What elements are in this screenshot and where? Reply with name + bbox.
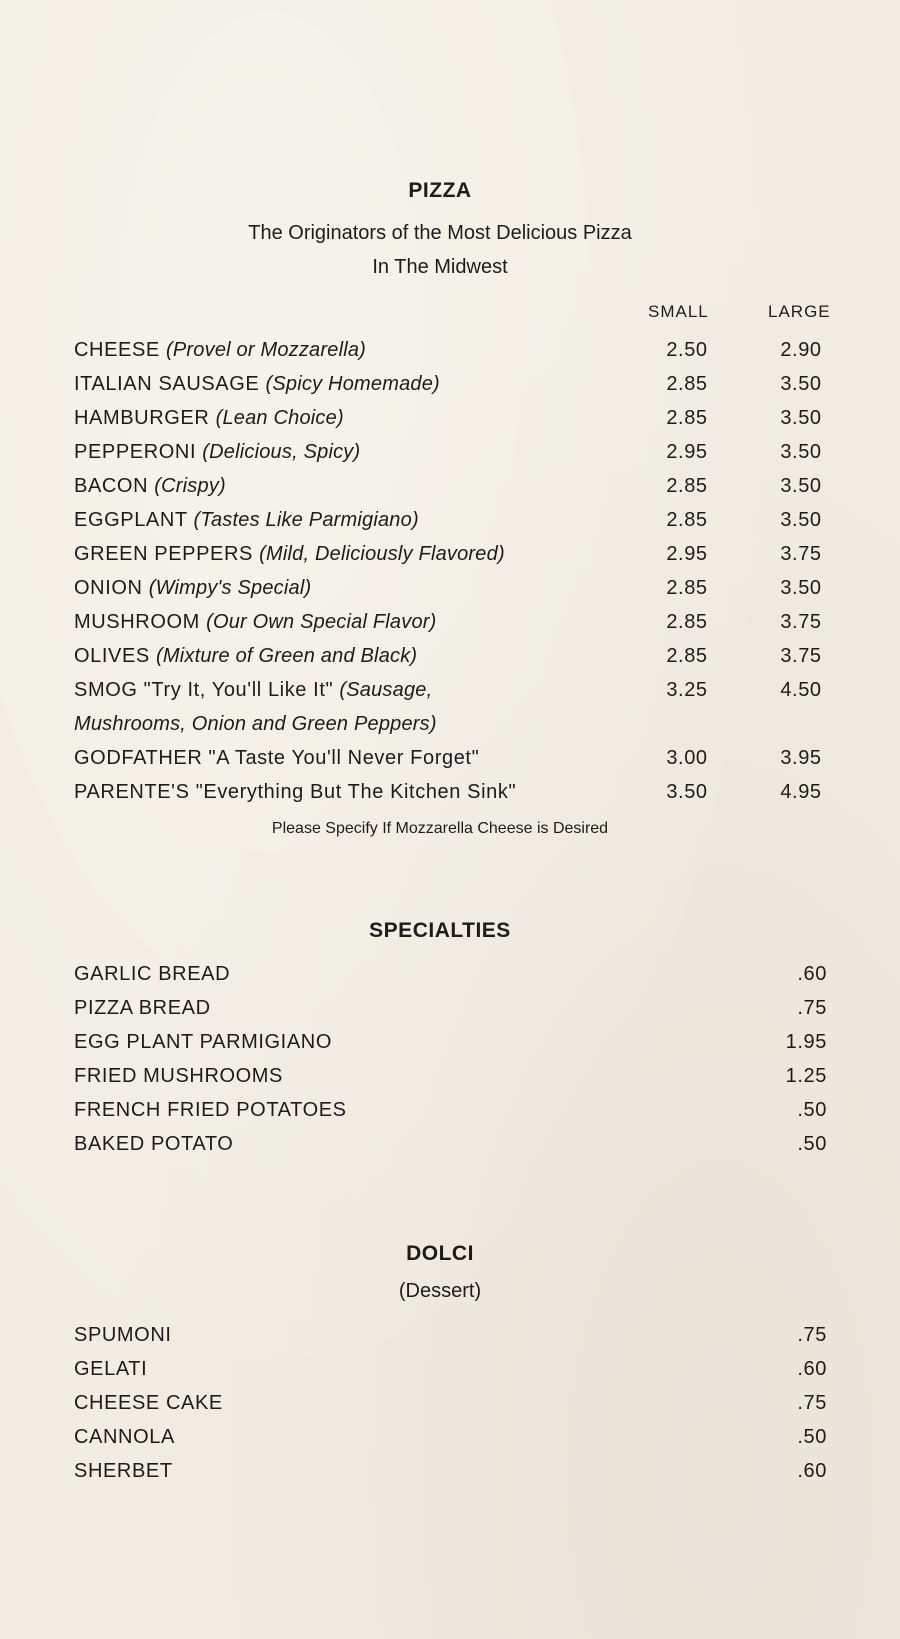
dessert-item (74, 1352, 844, 1386)
large-price: 2.90 (780, 339, 822, 361)
item-name: PIZZA BREAD (74, 997, 211, 1019)
specialty-item (74, 991, 844, 1025)
column-header-small: SMALL (648, 302, 709, 321)
small-price: 2.95 (666, 441, 708, 463)
item-price: 1.95 (785, 1031, 827, 1053)
specialty-item (74, 1093, 844, 1127)
large-price: 3.50 (780, 577, 822, 599)
item-price: .75 (797, 997, 827, 1019)
item-price: .50 (797, 1099, 827, 1121)
large-price: 4.50 (780, 679, 822, 701)
item-name: GARLIC BREAD (74, 963, 231, 985)
dessert-item (74, 1318, 844, 1352)
item-description: (Provel or Mozzarella) (166, 339, 367, 361)
item-price: 1.25 (785, 1065, 827, 1087)
item-name: SHERBET (74, 1460, 173, 1482)
pizza-item (74, 401, 844, 435)
specialty-item (74, 1127, 844, 1161)
item-name: PEPPERONI (74, 441, 197, 463)
item-price: .50 (797, 1426, 827, 1448)
pizza-tagline-line-2: In The Midwest (372, 256, 508, 278)
item-description: (Sausage, (339, 679, 433, 701)
mozzarella-note: Please Specify If Mozzarella Cheese is Desired (271, 820, 609, 837)
specialty-item (74, 1025, 844, 1059)
item-description: (Delicious, Spicy) (202, 441, 361, 463)
item-name: FRIED MUSHROOMS (74, 1065, 283, 1087)
item-price: .60 (797, 1460, 827, 1482)
column-header-large: LARGE (768, 302, 831, 321)
large-price: 3.50 (780, 441, 822, 463)
item-name: BACON (74, 475, 149, 497)
dessert-item (74, 1454, 844, 1488)
large-price: 3.50 (780, 407, 822, 429)
item-name: CHEESE CAKE (74, 1392, 223, 1414)
small-price: 3.25 (666, 679, 708, 701)
dolci-subtitle: (Dessert) (398, 1280, 482, 1302)
item-description: (Spicy Homemade) (265, 373, 440, 395)
dessert-item (74, 1420, 844, 1454)
item-name: SPUMONI (74, 1324, 172, 1346)
item-name: CANNOLA (74, 1426, 175, 1448)
small-price: 2.85 (666, 407, 708, 429)
large-price: 3.50 (780, 475, 822, 497)
large-price: 4.95 (780, 781, 822, 803)
item-name: ONION (74, 577, 143, 599)
pizza-item (74, 673, 844, 707)
item-price: .60 (797, 963, 827, 985)
item-name: PARENTE'S "Everything But The Kitchen Sink" (74, 781, 517, 803)
pizza-item (74, 333, 844, 367)
item-name: MUSHROOM (74, 611, 200, 633)
item-name: OLIVES (74, 645, 150, 667)
item-name: SMOG "Try It, You'll Like It" (74, 679, 334, 701)
large-price: 3.50 (780, 373, 822, 395)
pizza-item (74, 639, 844, 673)
pizza-item-continuation (74, 707, 844, 741)
small-price: 2.85 (666, 611, 708, 633)
item-name: HAMBURGER (74, 407, 210, 429)
item-description: (Our Own Special Flavor) (206, 611, 437, 633)
dessert-item (74, 1386, 844, 1420)
item-description: (Mild, Deliciously Flavored) (259, 543, 505, 565)
item-description: (Mixture of Green and Black) (156, 645, 418, 667)
pizza-item (74, 435, 844, 469)
item-price: .50 (797, 1133, 827, 1155)
pizza-tagline-line-1: The Originators of the Most Delicious Pizza (248, 222, 632, 244)
small-price: 2.85 (666, 475, 708, 497)
small-price: 3.00 (666, 747, 708, 769)
large-price: 3.95 (780, 747, 822, 769)
specialties-heading: SPECIALTIES (369, 919, 511, 942)
small-price: 2.85 (666, 509, 708, 531)
dolci-heading: DOLCI (406, 1242, 474, 1265)
pizza-item (74, 605, 844, 639)
item-name: ITALIAN SAUSAGE (74, 373, 260, 395)
small-price: 2.85 (666, 577, 708, 599)
item-name: GREEN PEPPERS (74, 543, 253, 565)
item-description: Mushrooms, Onion and Green Peppers) (74, 713, 437, 735)
small-price: 2.50 (666, 339, 708, 361)
item-name: CHEESE (74, 339, 160, 361)
large-price: 3.75 (780, 543, 822, 565)
specialty-item (74, 1059, 844, 1093)
item-price: .75 (797, 1392, 827, 1414)
item-name: BAKED POTATO (74, 1133, 234, 1155)
item-name: EGGPLANT (74, 509, 188, 531)
small-price: 2.85 (666, 373, 708, 395)
pizza-item (74, 503, 844, 537)
pizza-item (74, 537, 844, 571)
specialty-item (74, 957, 844, 991)
large-price: 3.75 (780, 645, 822, 667)
item-description: (Wimpy's Special) (148, 577, 312, 599)
small-price: 2.85 (666, 645, 708, 667)
small-price: 2.95 (666, 543, 708, 565)
item-description: (Tastes Like Parmigiano) (193, 509, 419, 531)
pizza-item (74, 571, 844, 605)
large-price: 3.50 (780, 509, 822, 531)
large-price: 3.75 (780, 611, 822, 633)
pizza-heading: PIZZA (408, 179, 472, 202)
pizza-item (74, 469, 844, 503)
item-name: FRENCH FRIED POTATOES (74, 1099, 347, 1121)
item-price: .60 (797, 1358, 827, 1380)
pizza-item (74, 775, 844, 809)
pizza-item (74, 741, 844, 775)
item-name: GELATI (74, 1358, 148, 1380)
item-description: (Crispy) (154, 475, 226, 497)
item-name: EGG PLANT PARMIGIANO (74, 1031, 332, 1053)
item-name: GODFATHER "A Taste You'll Never Forget" (74, 747, 480, 769)
pizza-item (74, 367, 844, 401)
item-description: (Lean Choice) (215, 407, 344, 429)
item-price: .75 (797, 1324, 827, 1346)
small-price: 3.50 (666, 781, 708, 803)
